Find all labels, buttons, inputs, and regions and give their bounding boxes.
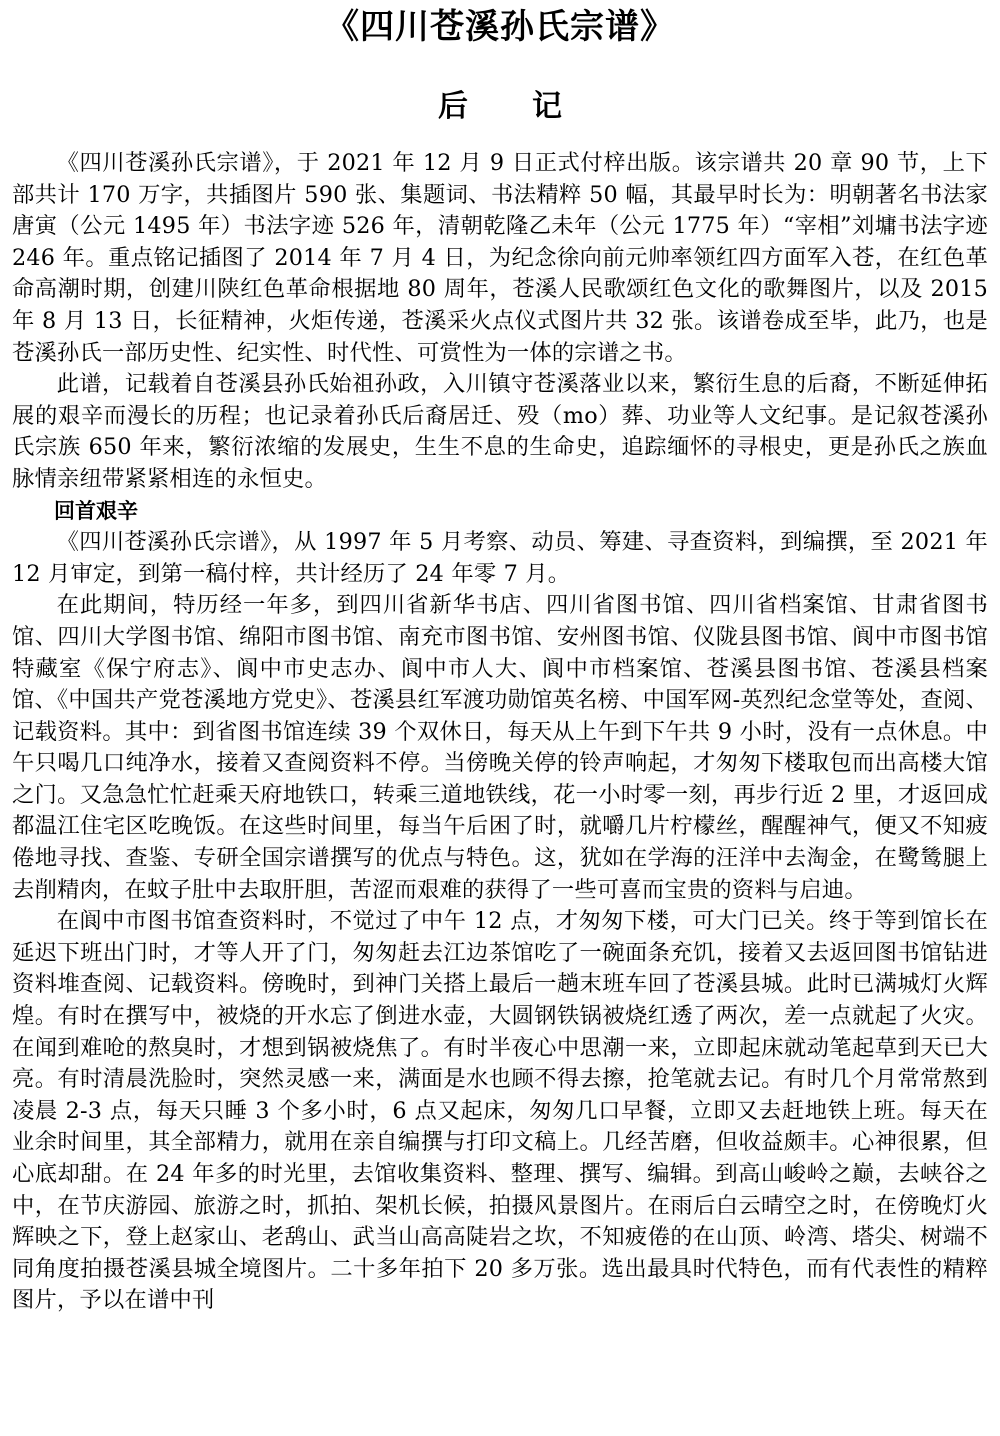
document-title: 《四川苍溪孙氏宗谱》 xyxy=(325,7,675,47)
paragraph: 在此期间，特历经一年多，到四川省新华书店、四川省图书馆、四川省档案馆、甘肃省图书馆、四川大学图书馆、绵阳市图书馆、南充市图书馆、安州图书馆、仪陇县图书馆、阆中市图书馆特藏室《保宁府志》、阆中市史志办、阆中市人大、阆中市档案馆、苍溪县图书馆、苍溪县档案馆、《中国共产党苍溪地方党史》、苍溪县红军渡功勋馆英名榜、中国军网-英烈纪念堂等处，查阅、记载资料。其中：到省图书馆连续 39 个双休日，每天从上午到下午共 9 小时，没有一点休息。中午只喝几口纯净水，接着又查阅资料不停。当傍晚关停的铃声响起，才匆匆下楼取包而出高楼大馆之门。又急急忙忙赶乘天府地铁口，转乘三道地铁线，花一小时零一刻，再步行近 2 里，才返回成都温江住宅区吃晚饭。在这些时间里，每当午后困了时，就嚼几片柠檬丝，醒醒神气，便又不知疲倦地寻找、查鉴、专研全国宗谱撰写的优点与特色。这，犹如在学海的汪洋中去淘金，在鹭鸶腿上去削精肉，在蚊子肚中去取肝胆，苦涩而艰难的获得了一些可喜而宝贵的资料与启迪。 xyxy=(12,592,988,903)
paragraph: 《四川苍溪孙氏宗谱》，从 1997 年 5 月考察、动员、筹建、寻查资料，到编撰，至 2021 年 12 月审定，到第一稿付梓，共计经历了 24 年零 7 月。 xyxy=(12,529,988,587)
paragraph: 此谱，记载着自苍溪县孙氏始祖孙政，入川镇守苍溪落业以来，繁衍生息的后裔，不断延伸拓展的艰辛而漫长的历程；也记录着孙氏后裔居迁、殁（mo）葬、功业等人文纪事。是记叙苍溪孙氏宗族 650 年来，繁衍浓缩的发展史，生生不息的生命史，追踪缅怀的寻根史，更是孙氏之族血脉情亲纽带紧紧相连的永恒史。 xyxy=(12,371,988,492)
document-body xyxy=(12,148,988,1317)
paragraph: 在阆中市图书馆查资料时，不觉过了中午 12 点，才匆匆下楼，可大门已关。终于等到馆长在延迟下班出门时，才等人开了门，匆匆赶去江边茶馆吃了一碗面条充饥，接着又去返回图书馆钻进资料堆查阅、记载资料。傍晚时，到神门关搭上最后一趟末班车回了苍溪县城。此时已满城灯火辉煌。有时在撰写中，被烧的开水忘了倒进水壶，大圆钢铁锅被烧红透了两次，差一点就起了火灾。在闻到难呛的熬臭时，才想到锅被烧焦了。有时半夜心中思潮一来，立即起床就动笔起草到天已大亮。有时清晨洗脸时，突然灵感一来，满面是水也顾不得去擦，抢笔就去记。有时几个月常常熬到凌晨 2-3 点，每天只睡 3 个多小时，6 点又起床，匆匆几口早餐，立即又去赶地铁上班。每天在业余时间里，其全部精力，就用在亲自编撰与打印文稿上。几经苦磨，但收益颇丰。心神很累，但心底却甜。在 24 年多的时光里，去馆收集资料、整理、撰写、编辑。到高山峻岭之巅，去峡谷之中，在节庆游园、旅游之时，抓拍、架机长候，拍摄风景图片。在雨后白云晴空之时，在傍晚灯火辉映之下，登上赵家山、老鸹山、武当山高高陡岩之坎，不知疲倦的在山顶、岭湾、塔尖、树端不同角度拍摄苍溪县城全境图片。二十多年拍下 20 多万张。选出最具时代特色，而有代表性的精粹图片，予以在谱中刊 xyxy=(12,908,988,1314)
subheading: 回首艰辛 xyxy=(54,498,138,523)
section-title: 后记 xyxy=(438,89,626,124)
paragraph: 《四川苍溪孙氏宗谱》，于 2021 年 12 月 9 日正式付梓出版。该宗谱共 20 章 90 节，上下部共计 170 万字，共插图片 590 张、集题词、书法精粹 50 幅，其最早时长为：明朝著名书法家唐寅（公元 1495 年）书法字迹 526 年，清朝乾隆乙未年（公元 1775 年）“宰相”刘墉书法字迹 246 年。重点铭记插图了 2014 年 7 月 4 日，为纪念徐向前元帅率领红四方面军入苍，在红色革命高潮时期，创建川陕红色革命根据地 80 周年，苍溪人民歌颂红色文化的歌舞图片，以及 2015 年 8 月 13 日，长征精神，火炬传递，苍溪采火点仪式图片共 32 张。该谱卷成至毕，此乃，也是苍溪孙氏一部历史性、纪实性、时代性、可赏性为一体的宗谱之书。 xyxy=(12,150,988,366)
